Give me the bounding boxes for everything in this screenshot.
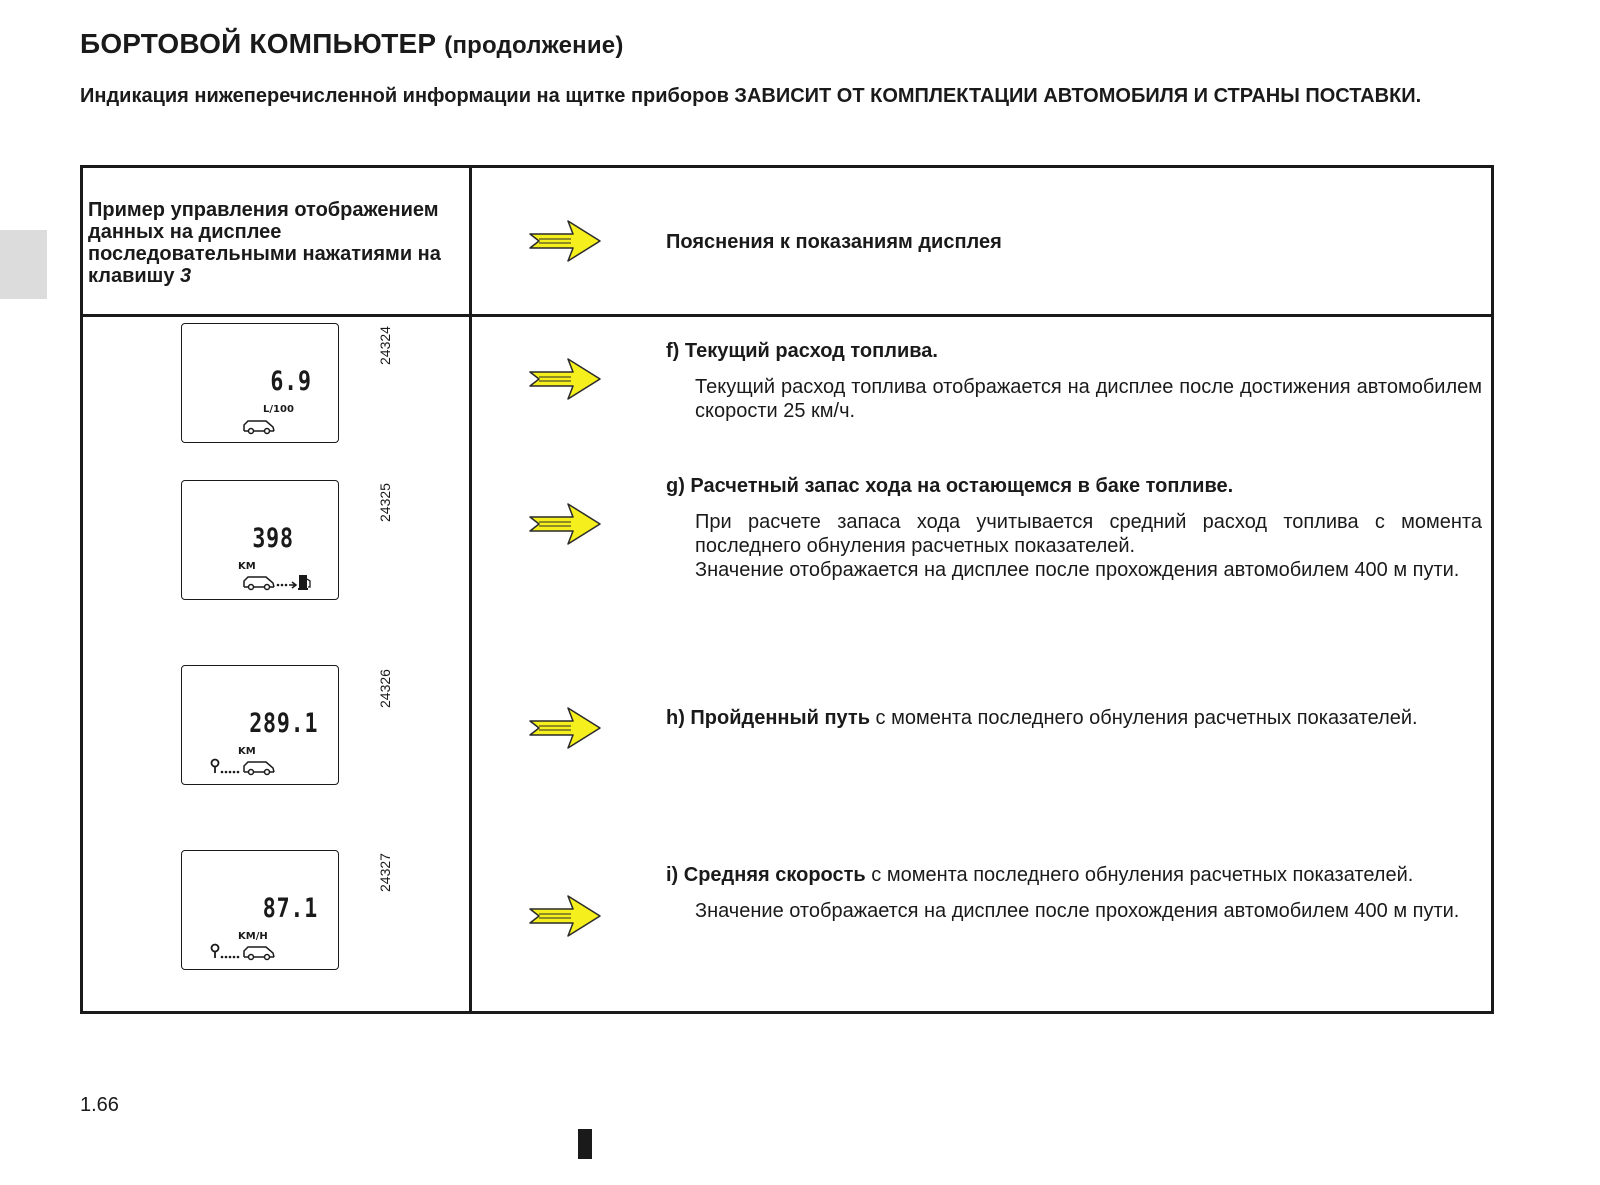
pin-icon <box>210 758 242 776</box>
lcd-unit: KM/H <box>238 931 268 942</box>
entry-f <box>666 339 1482 423</box>
lcd-unit: L/100 <box>263 404 294 415</box>
arrow-right-icon <box>527 502 603 546</box>
lcd-value: 289.1 <box>248 708 318 739</box>
entry-text: При расчете запаса хода учитывается средний расход топлива с момента последнего обнуления расчетных показателей. <box>695 511 1482 557</box>
entry-title <box>666 706 1482 730</box>
lcd-display <box>181 480 339 600</box>
table-header-left-text: Пример управления отображением данных на дисплее последовательными нажатиями на клавишу <box>88 199 441 287</box>
table-header-left <box>88 199 458 287</box>
dotted-arrow-icon <box>276 581 298 589</box>
car-icon <box>242 575 276 591</box>
entry-title-bold: i) Средняя скорость <box>666 864 866 886</box>
image-code: 24327 <box>377 853 393 892</box>
car-icon <box>242 945 276 961</box>
arrow-right-icon <box>527 894 603 938</box>
key-number: 3 <box>180 265 192 287</box>
lcd-display <box>181 665 339 785</box>
entry-i <box>666 863 1482 923</box>
entry-title-rest: с момента последнего обнуления расчетных показателей. <box>865 864 1414 886</box>
entry-title: f) Текущий расход топлива. <box>666 340 938 362</box>
entry-text: Текущий расход топлива отображается на дисплее после достижения автомобилем скорости 25 км/ч. <box>695 376 1482 422</box>
entry-title <box>666 863 1482 887</box>
arrow-right-icon <box>527 706 603 750</box>
arrow-right-icon <box>527 357 603 401</box>
fuel-pump-icon <box>297 573 313 591</box>
entry-h <box>666 706 1482 730</box>
lcd-value: 398 <box>252 523 294 554</box>
lcd-value: 6.9 <box>270 366 312 397</box>
page-title <box>80 28 624 60</box>
table-column-divider <box>469 165 472 1011</box>
section-tab-marker <box>0 230 47 299</box>
image-code: 24326 <box>377 669 393 708</box>
entry-text-2: Значение отображается на дисплее после прохождения автомобилем 400 м пути. <box>695 559 1460 581</box>
arrow-right-icon <box>527 219 603 263</box>
entry-text: Значение отображается на дисплее после прохождения автомобилем 400 м пути. <box>695 900 1460 922</box>
lcd-display <box>181 323 339 443</box>
pin-icon <box>210 943 242 961</box>
entry-title: g) Расчетный запас хода на остающемся в баке топливе. <box>666 475 1234 497</box>
table-header-divider <box>80 314 1491 317</box>
title-continuation: (продолжение) <box>444 32 624 59</box>
lcd-display <box>181 850 339 970</box>
image-code: 24324 <box>377 326 393 365</box>
lcd-unit: KM <box>238 746 256 757</box>
image-code: 24325 <box>377 483 393 522</box>
car-icon <box>242 760 276 776</box>
lcd-unit: KM <box>238 561 256 572</box>
title-main: БОРТОВОЙ КОМПЬЮТЕР <box>80 28 437 59</box>
table-header-right: Пояснения к показаниям дисплея <box>666 231 1002 253</box>
entry-g <box>666 474 1482 582</box>
lcd-value: 87.1 <box>262 893 318 924</box>
bottom-marker <box>578 1129 592 1159</box>
entry-title-bold: h) Пройденный путь <box>666 707 870 729</box>
entry-title-rest: с момента последнего обнуления расчетных показателей. <box>869 707 1418 729</box>
page-number: 1.66 <box>80 1094 119 1116</box>
car-icon <box>242 419 276 435</box>
intro-note: Индикация нижеперечисленной информации на щитке приборов ЗАВИСИТ ОТ КОМПЛЕКТАЦИИ АВТОМОБИЛЯ И СТРАНЫ ПОСТАВКИ. <box>80 85 1422 107</box>
